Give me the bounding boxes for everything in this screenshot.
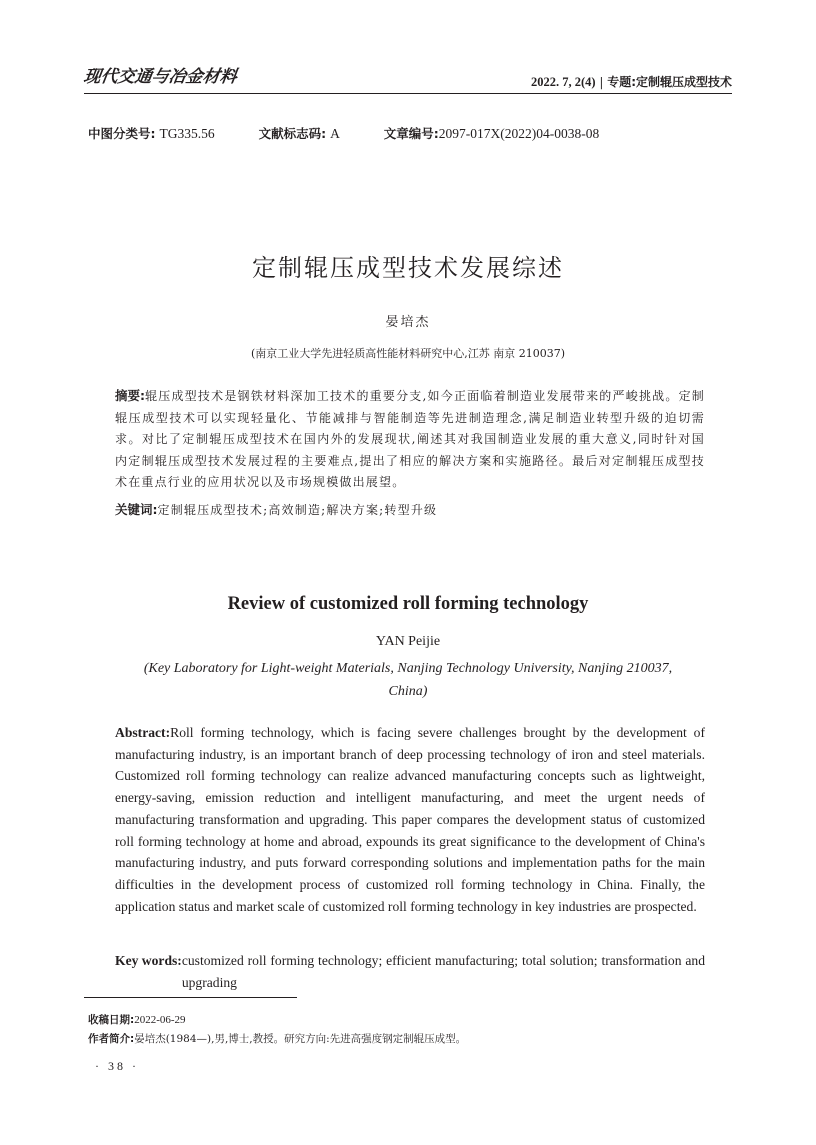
- english-abstract: [115, 722, 705, 917]
- received-label: 收稿日期:: [88, 1014, 135, 1026]
- running-header: [531, 73, 732, 90]
- clc-value: TG335.56: [159, 126, 215, 141]
- doc-code-label: 文献标志码:: [258, 126, 327, 141]
- article-number-value: 2097-017X(2022)04-0038-08: [438, 126, 600, 141]
- english-abstract-label: Abstract:: [115, 725, 171, 740]
- english-affiliation-line2: China): [388, 684, 428, 699]
- author-bio-value: 晏培杰(1984—),男,博士,教授。研究方向:先进高强度钢定制辊压成型。: [134, 1033, 467, 1045]
- topic-label: 专题:定制辊压成型技术: [607, 75, 732, 89]
- english-title: Review of customized roll forming technology: [227, 594, 589, 614]
- footnote-rule: [84, 997, 297, 998]
- chinese-abstract: [115, 385, 705, 494]
- english-keywords-text: customized roll forming technology; efficient manufacturing; total solution; transformation and upgrading: [181, 953, 705, 990]
- english-abstract-text: Roll forming technology, which is facing severe challenges brought by the development of manufacturing industry, is an important branch of deep processing technology of iron and steel materials. Customized roll forming technology can realize advanced manufacturing concepts such as lightweight, energy-saving, emission reduction and intelligent manufacturing, and meet the urgent needs of manufacturing transformation and upgrading. This paper compares the development status of customized roll forming technology at home and abroad, expounds its great significance to the development of China's manufacturing industry, and puts forward corresponding solutions and implementation paths for the main difficulties in the development process of customized roll forming technology in China. Finally, the application status and market scale of customized roll forming technology in key industries are prospected.: [115, 725, 705, 914]
- received-value: 2022-06-29: [134, 1014, 186, 1026]
- doc-code-value: A: [330, 126, 340, 141]
- english-affiliation: [0, 657, 816, 703]
- english-affiliation-line1: (Key Laboratory for Light-weight Materials, Nanjing Technology University, Nanjing 210037,: [143, 661, 673, 676]
- chinese-keywords: [115, 500, 705, 518]
- chinese-keywords-text: 定制辊压成型技术;高效制造;解决方案;转型升级: [157, 503, 438, 517]
- classification-line: [88, 124, 599, 142]
- clc-label: 中图分类号:: [88, 126, 156, 141]
- header-rule: [84, 93, 732, 94]
- header-separator: |: [595, 75, 608, 89]
- received-date: [88, 1012, 186, 1027]
- chinese-abstract-label: 摘要:: [115, 388, 146, 403]
- author-bio-label: 作者简介:: [88, 1033, 135, 1045]
- chinese-keywords-label: 关键词:: [115, 502, 158, 517]
- article-number-label: 文章编号:: [383, 126, 439, 141]
- english-keywords-label: Key words:: [115, 953, 182, 968]
- english-author: YAN Peijie: [375, 634, 441, 649]
- page-number: · 38 ·: [95, 1059, 139, 1073]
- journal-logo: 现代交通与冶金材料: [82, 67, 239, 87]
- issue-info: 2022. 7, 2(4): [530, 75, 596, 89]
- english-keywords: [115, 950, 705, 993]
- chinese-affiliation: (南京工业大学先进轻质高性能材料研究中心,江苏 南京 210037): [250, 347, 566, 360]
- author-bio: [88, 1031, 466, 1046]
- chinese-title: 定制辊压成型技术发展综述: [252, 254, 564, 282]
- chinese-abstract-text: 辊压成型技术是钢铁材料深加工技术的重要分支,如今正面临着制造业发展带来的严峻挑战。定制辊压成型技术可以实现轻量化、节能减排与智能制造等先进制造理念,满足制造业转型升级的迫切需求。对比了定制辊压成型技术在国内外的发展现状,阐述其对我国制造业发展的重大意义,同时针对国内定制辊压成型技术发展过程的主要难点,提出了相应的解决方案和实施路径。最后对定制辊压成型技术在重点行业的应用状况以及市场规模做出展望。: [115, 389, 706, 490]
- chinese-author: 晏培杰: [385, 315, 431, 330]
